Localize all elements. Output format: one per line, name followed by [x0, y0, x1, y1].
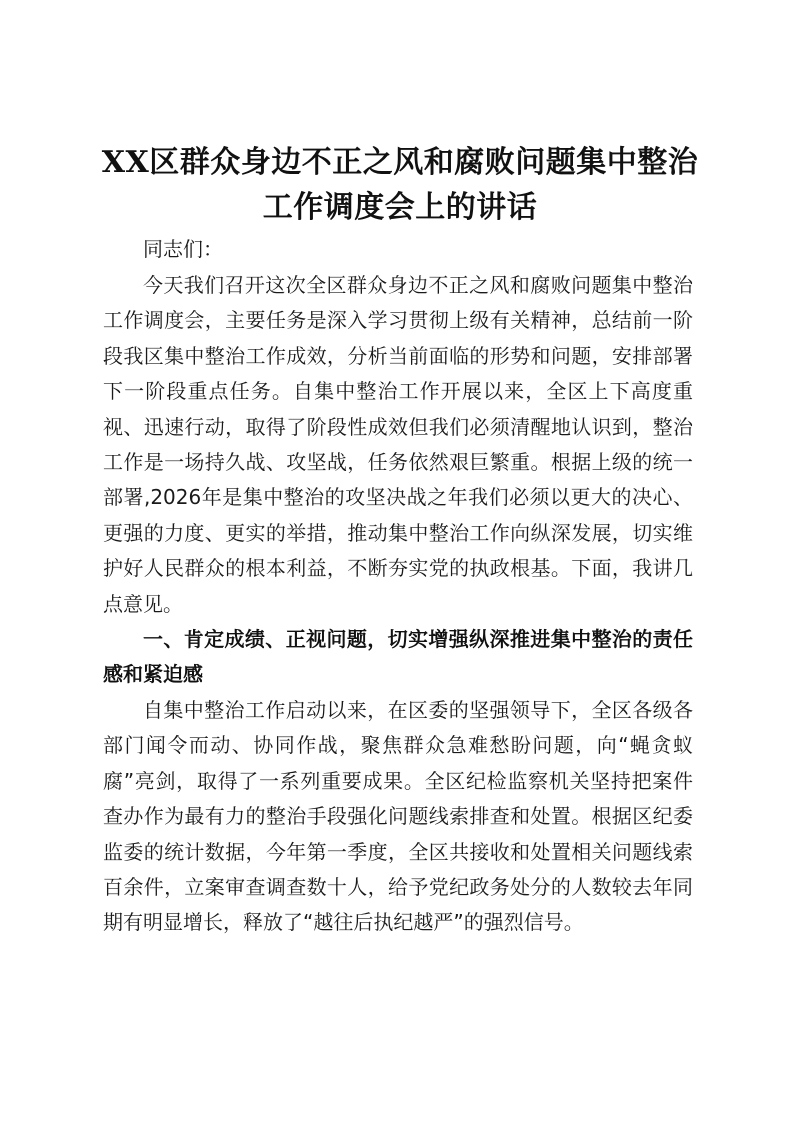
opening-paragraph-block	[103, 268, 693, 622]
document-title-line-2: 工作调度会上的讲话	[262, 190, 538, 225]
salutation: 同志们：	[143, 237, 223, 261]
section-heading-1: 一、肯定成绩、正视问题，切实增强纵深推进集中整治的责任感和紧迫感	[103, 627, 693, 687]
document-title-line-1: XX区群众身边不正之风和腐败问题集中整治	[101, 145, 699, 180]
opening-paragraph: 今天我们召开这次全区群众身边不正之风和腐败问题集中整治工作调度会，主要任务是深入学习贯彻上级有关精神，总结前一阶段我区集中整治工作成效，分析当前面临的形势和问题，安排部署下一阶段重点任务。自集中整治工作开展以来，全区上下高度重视、迅速行动，取得了阶段性成效但我们必须清醒地认识到，整治工作是一场持久战、攻坚战，任务依然艰巨繁重。根据上级的统一部署,2026年是集中整治的攻坚决战之年我们必须以更大的决心、更强的力度、更实的举措，推动集中整治工作向纵深发展，切实维护好人民群众的根本利益，不断夯实党的执政根基。下面，我讲几点意见。	[103, 273, 693, 616]
section1-paragraph: 自集中整治工作启动以来，在区委的坚强领导下，全区各级各部门闻令而动、协同作战，聚焦群众急难愁盼问题，向“蝇贪蚁腐”亮剑，取得了一系列重要成果。全区纪检监察机关坚持把案件查办作为最有力的整治手段强化问题线索排查和处置。根据区纪委监委的统计数据，今年第一季度，全区共接收和处置相关问题线索百余件，立案审查调查数十人，给予党纪政务处分的人数较去年同期有明显增长，释放了“越往后执纪越严”的强烈信号。	[103, 698, 693, 935]
salutation-block	[103, 232, 693, 267]
section1-paragraph-block	[103, 693, 693, 941]
